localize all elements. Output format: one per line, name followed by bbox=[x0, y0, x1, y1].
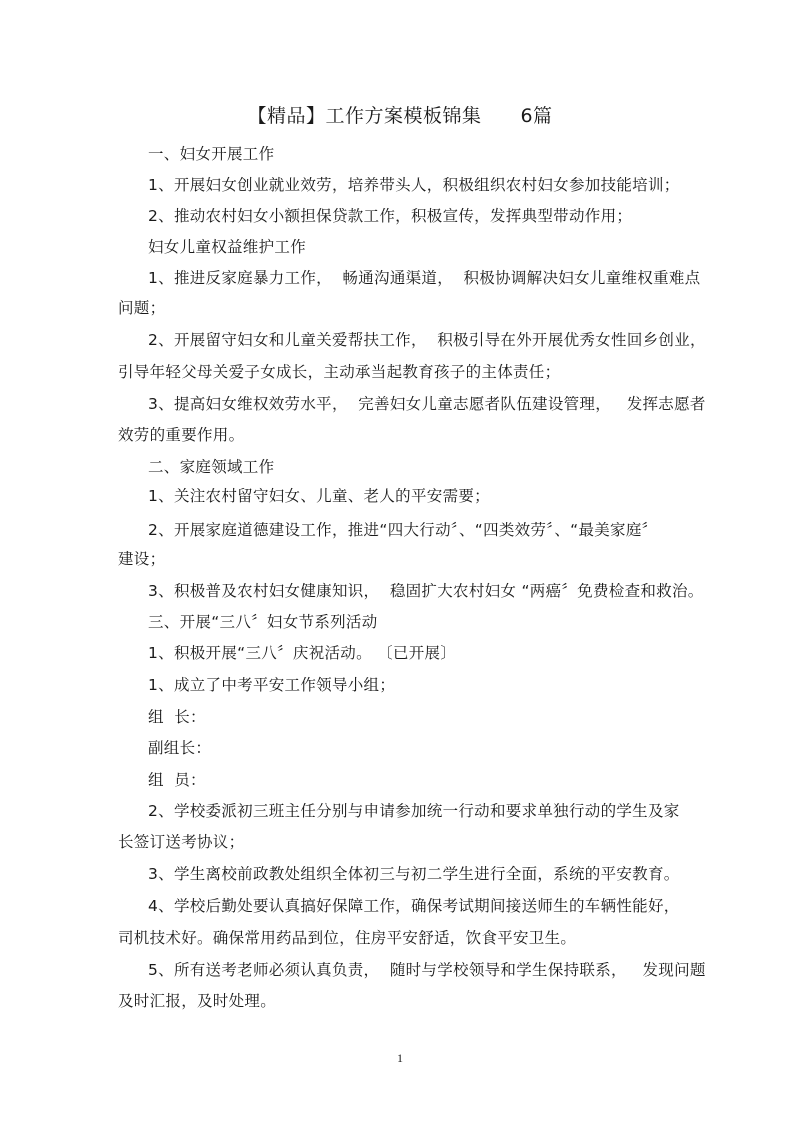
section-heading-1: 一、妇女开展工作 bbox=[148, 145, 275, 163]
paragraph-line: 问题； bbox=[118, 299, 166, 317]
paragraph-line: 2、开展家庭道德建设工作，推进“四大行动〞、“四类效劳〞、“最美家庭〞 bbox=[148, 521, 658, 539]
paragraph-line: 3、提高妇女维权效劳水平， 完善妇女儿童志愿者队伍建设管理， 发挥志愿者 bbox=[148, 395, 706, 413]
document-title: 【精品】工作方案模板锦集 6篇 bbox=[247, 105, 553, 127]
paragraph-line: 1、成立了中考平安工作领导小组； bbox=[148, 676, 396, 694]
paragraph-line: 1、关注农村留守妇女、儿童、老人的平安需要； bbox=[148, 487, 490, 505]
section-heading-3: 三、开展“三八〞妇女节系列活动 bbox=[148, 613, 378, 631]
subsection-heading: 妇女儿童权益维护工作 bbox=[148, 238, 307, 256]
paragraph-line: 司机技术好。确保常用药品到位，住房平安舒适，饮食平安卫生。 bbox=[118, 929, 577, 947]
paragraph-line: 2、学校委派初三班主任分别与申请参加统一行动和要求单独行动的学生及家 bbox=[148, 802, 680, 820]
paragraph-line: 5、所有送考老师必须认真负责， 随时与学校领导和学生保持联系， 发现问题 bbox=[148, 961, 706, 979]
paragraph-line: 1、积极开展“三八〞庆祝活动。 〔已开展〕 bbox=[148, 644, 457, 662]
paragraph-line: 1、推进反家庭暴力工作， 畅通沟通渠道， 积极协调解决妇女儿童维权重难点 bbox=[148, 269, 701, 287]
paragraph-line: 2、开展留守妇女和儿童关爱帮扶工作， 积极引导在外开展优秀女性回乡创业， bbox=[148, 331, 706, 349]
paragraph-line: 组 长： bbox=[148, 708, 206, 726]
paragraph-line: 副组长： bbox=[148, 739, 212, 757]
paragraph-line: 及时汇报，及时处理。 bbox=[118, 992, 277, 1010]
paragraph-line: 引导年轻父母关爱子女成长，主动承当起教育孩子的主体责任； bbox=[118, 363, 561, 381]
paragraph-line: 3、积极普及农村妇女健康知识， 稳固扩大农村妇女 “两癌〞免费检查和救治。 bbox=[148, 582, 704, 600]
section-heading-2: 二、家庭领域工作 bbox=[148, 458, 275, 476]
page-number: 1 bbox=[397, 1051, 403, 1065]
paragraph-line: 1、开展妇女创业就业效劳，培养带头人，积极组织农村妇女参加技能培训； bbox=[148, 176, 680, 194]
paragraph-line: 4、学校后勤处要认真搞好保障工作，确保考试期间接送师生的车辆性能好， bbox=[148, 897, 680, 915]
paragraph-line: 效劳的重要作用。 bbox=[118, 426, 245, 444]
paragraph-line: 建设； bbox=[118, 550, 166, 568]
paragraph-line: 2、推动农村妇女小额担保贷款工作，积极宣传，发挥典型带动作用； bbox=[148, 207, 633, 225]
paragraph-line: 长签订送考协议； bbox=[118, 833, 245, 851]
paragraph-line: 3、学生离校前政教处组织全体初三与初二学生进行全面，系统的平安教育。 bbox=[148, 865, 680, 883]
paragraph-line: 组 员： bbox=[148, 771, 206, 789]
